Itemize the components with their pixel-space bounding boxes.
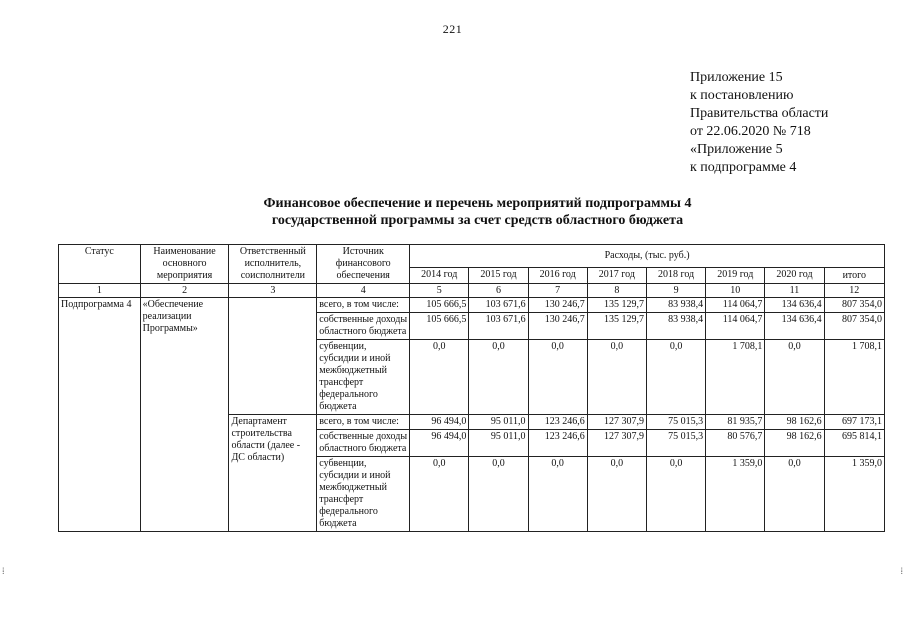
value-cell: 95 011,0 xyxy=(469,430,528,457)
value-cell: 135 129,7 xyxy=(587,298,646,313)
value-cell: 105 666,5 xyxy=(410,313,469,340)
value-cell: 130 246,7 xyxy=(528,298,587,313)
value-cell: 127 307,9 xyxy=(587,430,646,457)
value-cell: 81 935,7 xyxy=(706,415,765,430)
header-year: 2019 год xyxy=(706,268,765,284)
value-cell: 0,0 xyxy=(410,457,469,532)
financial-table xyxy=(58,244,885,532)
header-name: Наименование основного мероприятия xyxy=(140,245,229,284)
value-cell: 135 129,7 xyxy=(587,313,646,340)
index-cell: 2 xyxy=(140,284,229,298)
value-cell: 0,0 xyxy=(469,340,528,415)
value-cell: 98 162,6 xyxy=(765,430,824,457)
value-cell: 80 576,7 xyxy=(706,430,765,457)
total-cell: 1 708,1 xyxy=(824,340,884,415)
value-cell: 95 011,0 xyxy=(469,415,528,430)
source-cell: субвенции, субсидии и иной межбюджетный трансферт федерального бюджета xyxy=(317,340,410,415)
scan-edge-mark: ⁞ xyxy=(900,566,903,576)
total-cell: 695 814,1 xyxy=(824,430,884,457)
index-cell: 4 xyxy=(317,284,410,298)
value-cell: 0,0 xyxy=(646,457,705,532)
status-cell: Подпрограмма 4 xyxy=(59,298,141,532)
appendix-line: к постановлению xyxy=(690,88,794,103)
value-cell: 0,0 xyxy=(587,457,646,532)
total-cell: 807 354,0 xyxy=(824,313,884,340)
value-cell: 96 494,0 xyxy=(410,415,469,430)
header-year: 2020 год xyxy=(765,268,824,284)
header-year: 2014 год xyxy=(410,268,469,284)
value-cell: 103 671,6 xyxy=(469,298,528,313)
activity-name-cell: «Обеспечение реализации Программы» xyxy=(140,298,229,532)
value-cell: 114 064,7 xyxy=(706,313,765,340)
value-cell: 96 494,0 xyxy=(410,430,469,457)
scan-edge-mark: ⁞ xyxy=(2,566,5,576)
title-line: государственной программы за счет средств областного бюджета xyxy=(271,213,684,228)
total-cell: 1 359,0 xyxy=(824,457,884,532)
source-cell: собственные доходы областного бюджета xyxy=(317,313,410,340)
source-cell: собственные доходы областного бюджета xyxy=(317,430,410,457)
index-cell: 6 xyxy=(469,284,528,298)
executor-cell xyxy=(229,298,317,415)
value-cell: 130 246,7 xyxy=(528,313,587,340)
header-status: Статус xyxy=(59,245,141,284)
appendix-block xyxy=(690,69,828,177)
value-cell: 0,0 xyxy=(528,457,587,532)
table-row xyxy=(59,298,885,313)
value-cell: 83 938,4 xyxy=(646,313,705,340)
value-cell: 103 671,6 xyxy=(469,313,528,340)
header-executor: Ответственный исполнитель, соисполнители xyxy=(229,245,317,284)
index-row xyxy=(59,284,885,298)
total-cell: 807 354,0 xyxy=(824,298,884,313)
header-year: 2017 год xyxy=(587,268,646,284)
index-cell: 11 xyxy=(765,284,824,298)
appendix-line: от 22.06.2020 № 718 xyxy=(690,124,811,139)
value-cell: 83 938,4 xyxy=(646,298,705,313)
value-cell: 134 636,4 xyxy=(765,298,824,313)
appendix-line: «Приложение 5 xyxy=(690,142,783,157)
source-cell: всего, в том числе: xyxy=(317,298,410,313)
header-year: 2015 год xyxy=(469,268,528,284)
value-cell: 0,0 xyxy=(646,340,705,415)
header-total: итого xyxy=(824,268,884,284)
header-source: Источник финансового обеспечения xyxy=(317,245,410,284)
value-cell: 75 015,3 xyxy=(646,430,705,457)
value-cell: 75 015,3 xyxy=(646,415,705,430)
value-cell: 134 636,4 xyxy=(765,313,824,340)
header-year: 2018 год xyxy=(646,268,705,284)
value-cell: 0,0 xyxy=(469,457,528,532)
value-cell: 0,0 xyxy=(410,340,469,415)
index-cell: 10 xyxy=(706,284,765,298)
page-number: 221 xyxy=(442,22,463,36)
appendix-line: Правительства области xyxy=(690,106,829,121)
value-cell: 0,0 xyxy=(765,457,824,532)
value-cell: 105 666,5 xyxy=(410,298,469,313)
index-cell: 8 xyxy=(587,284,646,298)
title-line: Финансовое обеспечение и перечень мероприятий подпрограммы 4 xyxy=(263,196,692,211)
value-cell: 127 307,9 xyxy=(587,415,646,430)
value-cell: 114 064,7 xyxy=(706,298,765,313)
document-title xyxy=(0,195,905,229)
value-cell: 123 246,6 xyxy=(528,430,587,457)
index-cell: 9 xyxy=(646,284,705,298)
total-cell: 697 173,1 xyxy=(824,415,884,430)
value-cell: 0,0 xyxy=(528,340,587,415)
source-cell: всего, в том числе: xyxy=(317,415,410,430)
header-expenses: Расходы, (тыс. руб.) xyxy=(410,245,885,268)
header-year: 2016 год xyxy=(528,268,587,284)
value-cell: 98 162,6 xyxy=(765,415,824,430)
value-cell: 0,0 xyxy=(765,340,824,415)
value-cell: 0,0 xyxy=(587,340,646,415)
index-cell: 3 xyxy=(229,284,317,298)
executor-cell: Департамент строительства области (далее - ДС области) xyxy=(229,415,317,532)
appendix-line: к подпрограмме 4 xyxy=(690,160,797,175)
source-cell: субвенции, субсидии и иной межбюджетный трансферт федерального бюджета xyxy=(317,457,410,532)
value-cell: 123 246,6 xyxy=(528,415,587,430)
value-cell: 1 359,0 xyxy=(706,457,765,532)
index-cell: 12 xyxy=(824,284,884,298)
index-cell: 1 xyxy=(59,284,141,298)
index-cell: 5 xyxy=(410,284,469,298)
index-cell: 7 xyxy=(528,284,587,298)
appendix-line: Приложение 15 xyxy=(690,70,783,85)
value-cell: 1 708,1 xyxy=(706,340,765,415)
